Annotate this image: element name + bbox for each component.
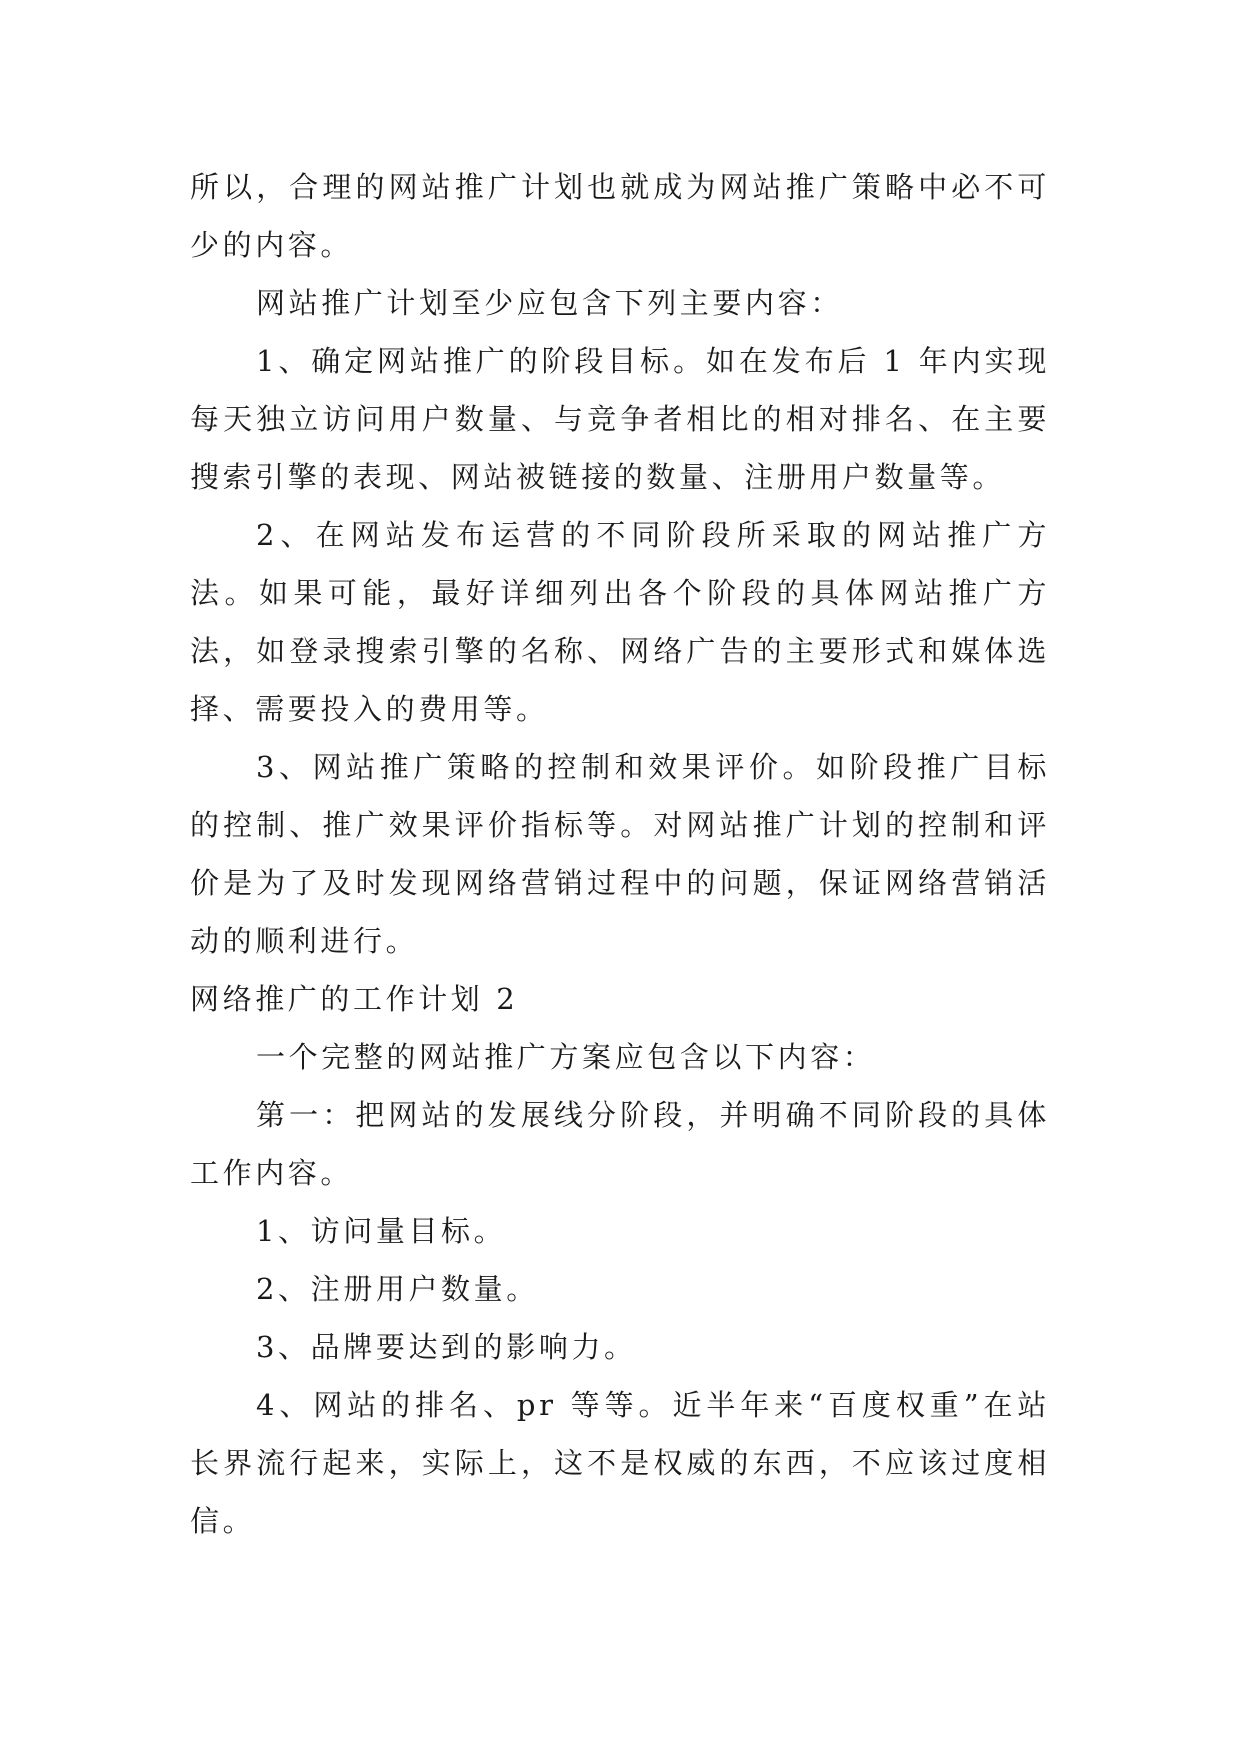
paragraph-goal-brand: 3、品牌要达到的影响力。 — [256, 1330, 637, 1364]
paragraph-goal-ranking: 4、网站的排名、pr 等等。近半年来“百度权重”在站长界流行起来，实际上，这不是权威的东西，不应该过度相信。 — [190, 1388, 1050, 1538]
paragraph-plan-contents-lead: 网站推广计划至少应包含下列主要内容： — [256, 286, 843, 320]
paragraph-item-1-stage-goals: 1、确定网站推广的阶段目标。如在发布后 1 年内实现每天独立访问用户数量、与竞争者相比的相对排名、在主要搜索引擎的表现、网站被链接的数量、注册用户数量等。 — [190, 344, 1050, 494]
document-body — [190, 158, 1050, 1550]
paragraph-item-2-methods: 2、在网站发布运营的不同阶段所采取的网站推广方法。如果可能，最好详细列出各个阶段的具体网站推广方法，如登录搜索引擎的名称、网络广告的主要形式和媒体选择、需要投入的费用等。 — [190, 518, 1050, 726]
paragraph-goal-visits: 1、访问量目标。 — [256, 1214, 507, 1248]
paragraph-item-3-control-evaluation: 3、网站推广策略的控制和效果评价。如阶段推广目标的控制、推广效果评价指标等。对网站推广计划的控制和评价是为了及时发现网络营销过程中的问题，保证网络营销活动的顺利进行。 — [190, 750, 1050, 958]
paragraph-complete-plan-lead: 一个完整的网站推广方案应包含以下内容： — [256, 1040, 876, 1074]
paragraph-intro-continuation: 所以，合理的网站推广计划也就成为网站推广策略中必不可少的内容。 — [190, 170, 1050, 262]
paragraph-goal-users: 2、注册用户数量。 — [256, 1272, 539, 1306]
section-heading-plan-2: 网络推广的工作计划 2 — [190, 982, 519, 1016]
paragraph-first-stages: 第一：把网站的发展线分阶段，并明确不同阶段的具体工作内容。 — [190, 1098, 1050, 1190]
